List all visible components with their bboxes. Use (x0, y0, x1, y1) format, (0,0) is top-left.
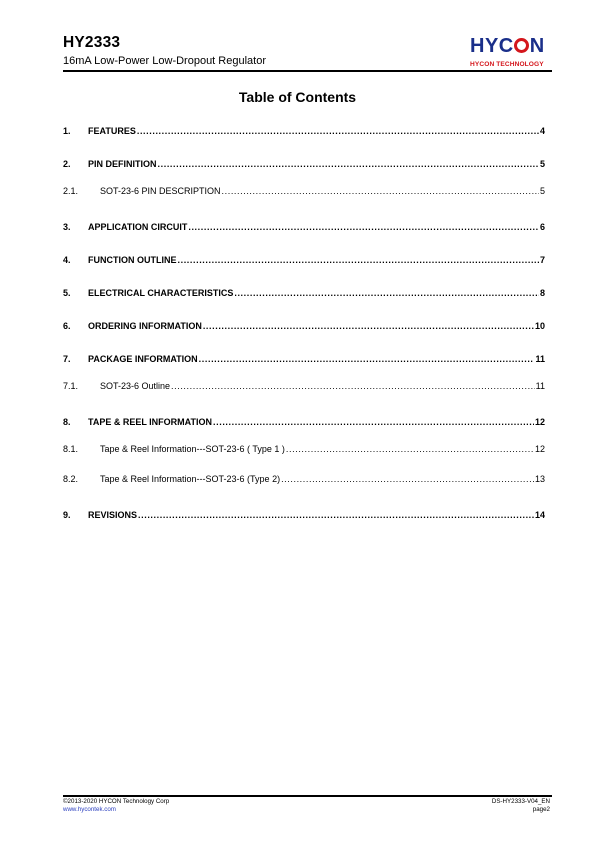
toc-entry-page: 10 (534, 321, 545, 331)
header-divider (63, 70, 552, 72)
logo-wordmark (470, 36, 552, 56)
toc-entry-page: 12 (534, 444, 545, 454)
toc-entry[interactable] (63, 321, 545, 331)
footer-page-label: page2 (532, 805, 550, 813)
toc-entry[interactable] (63, 474, 545, 484)
footer-doc-id: DS-HY2333-V04_EN (491, 798, 550, 805)
document-subtitle: 16mA Low-Power Low-Dropout Regulator (63, 55, 266, 67)
toc-entry-number: 8.2. (63, 474, 79, 484)
toc-entry-page: 5 (539, 186, 545, 196)
hycon-logo (470, 36, 552, 70)
toc-entry-page: 7 (539, 255, 545, 265)
toc-entry-title: PIN DEFINITION (88, 159, 157, 169)
toc-entry-number: 8.1. (63, 444, 79, 454)
toc-entry-leader (213, 417, 534, 427)
toc-entry-leader (171, 381, 535, 391)
toc-entry[interactable] (63, 255, 545, 265)
document-title: HY2333 (63, 34, 121, 51)
toc-entry-number: 7.1. (63, 381, 79, 391)
toc-entry-number: 4. (63, 255, 71, 265)
toc-entry-title: SOT-23-6 Outline (100, 381, 171, 391)
footer-right (492, 798, 550, 813)
toc-entry-number: 7. (63, 354, 71, 364)
toc-entry-number: 8. (63, 417, 71, 427)
logo-wordmark-suffix: N (529, 35, 545, 57)
toc-entry-leader (234, 288, 539, 298)
toc-entry-page: 6 (539, 222, 545, 232)
toc-entry-leader (158, 159, 539, 169)
toc-entry-title: ORDERING INFORMATION (88, 321, 202, 331)
toc-entry-number: 2. (63, 159, 71, 169)
toc-entry-title: Tape & Reel Information---SOT-23-6 (Type 2) (100, 474, 281, 484)
toc-entry-leader (199, 354, 535, 364)
toc-entry-leader (286, 444, 534, 454)
toc-entry[interactable] (63, 222, 545, 232)
toc-entry-title: ELECTRICAL CHARACTERISTICS (88, 288, 234, 298)
toc-entry-number: 6. (63, 321, 71, 331)
toc-entry-number: 3. (63, 222, 71, 232)
toc-entry-page: 14 (534, 510, 545, 520)
toc-entry-page: 13 (534, 474, 545, 484)
footer-copyright: ©2013-2020 HYCON Technology Corp (63, 798, 170, 805)
toc-entry-leader (281, 474, 534, 484)
logo-tagline: HYCON TECHNOLOGY (470, 61, 544, 68)
toc-entry-number: 1. (63, 126, 71, 136)
toc-entry[interactable] (63, 354, 545, 364)
toc-entry[interactable] (63, 159, 545, 169)
toc-entry-leader (137, 126, 539, 136)
toc-entry-leader (203, 321, 534, 331)
toc-entry-number: 9. (63, 510, 71, 520)
toc-entry-number: 2.1. (63, 186, 79, 196)
toc-entry-title: APPLICATION CIRCUIT (88, 222, 188, 232)
toc-entry[interactable] (63, 444, 545, 454)
toc-entry[interactable] (63, 381, 545, 391)
toc-entry-page: 12 (534, 417, 545, 427)
toc-entry-title: TAPE & REEL INFORMATION (88, 417, 213, 427)
logo-wordmark-prefix: HYC (470, 35, 514, 57)
footer-left (63, 798, 169, 813)
toc-entry-page: 11 (535, 354, 545, 364)
toc-entry-page: 4 (539, 126, 545, 136)
toc-entry-leader (178, 255, 539, 265)
toc-entry-page: 11 (535, 381, 545, 391)
toc-entry-title: REVISIONS (88, 510, 138, 520)
toc-entry[interactable] (63, 288, 545, 298)
toc-entry-page: 8 (539, 288, 545, 298)
toc-entry-number: 5. (63, 288, 71, 298)
toc-entry[interactable] (63, 126, 545, 136)
toc-entry[interactable] (63, 417, 545, 427)
toc-heading: Table of Contents (238, 89, 357, 105)
toc-entry[interactable] (63, 186, 545, 196)
toc-entry-title: FEATURES (88, 126, 136, 136)
toc-entry-leader (138, 510, 534, 520)
toc-entry-page: 5 (539, 159, 545, 169)
toc-entry-title: PACKAGE INFORMATION (88, 354, 198, 364)
toc-entry-title: SOT-23-6 PIN DESCRIPTION (100, 186, 221, 196)
logo-ring-icon (514, 38, 529, 53)
footer-url-link[interactable]: www.hycontek.com (63, 805, 116, 813)
toc-entry-title: FUNCTION OUTLINE (88, 255, 177, 265)
toc-entry-leader (188, 222, 539, 232)
toc-entry[interactable] (63, 510, 545, 520)
toc-entry-leader (222, 186, 539, 196)
footer-divider (63, 795, 552, 797)
toc-entry-title: Tape & Reel Information---SOT-23-6 ( Type 1 ) (100, 444, 285, 454)
